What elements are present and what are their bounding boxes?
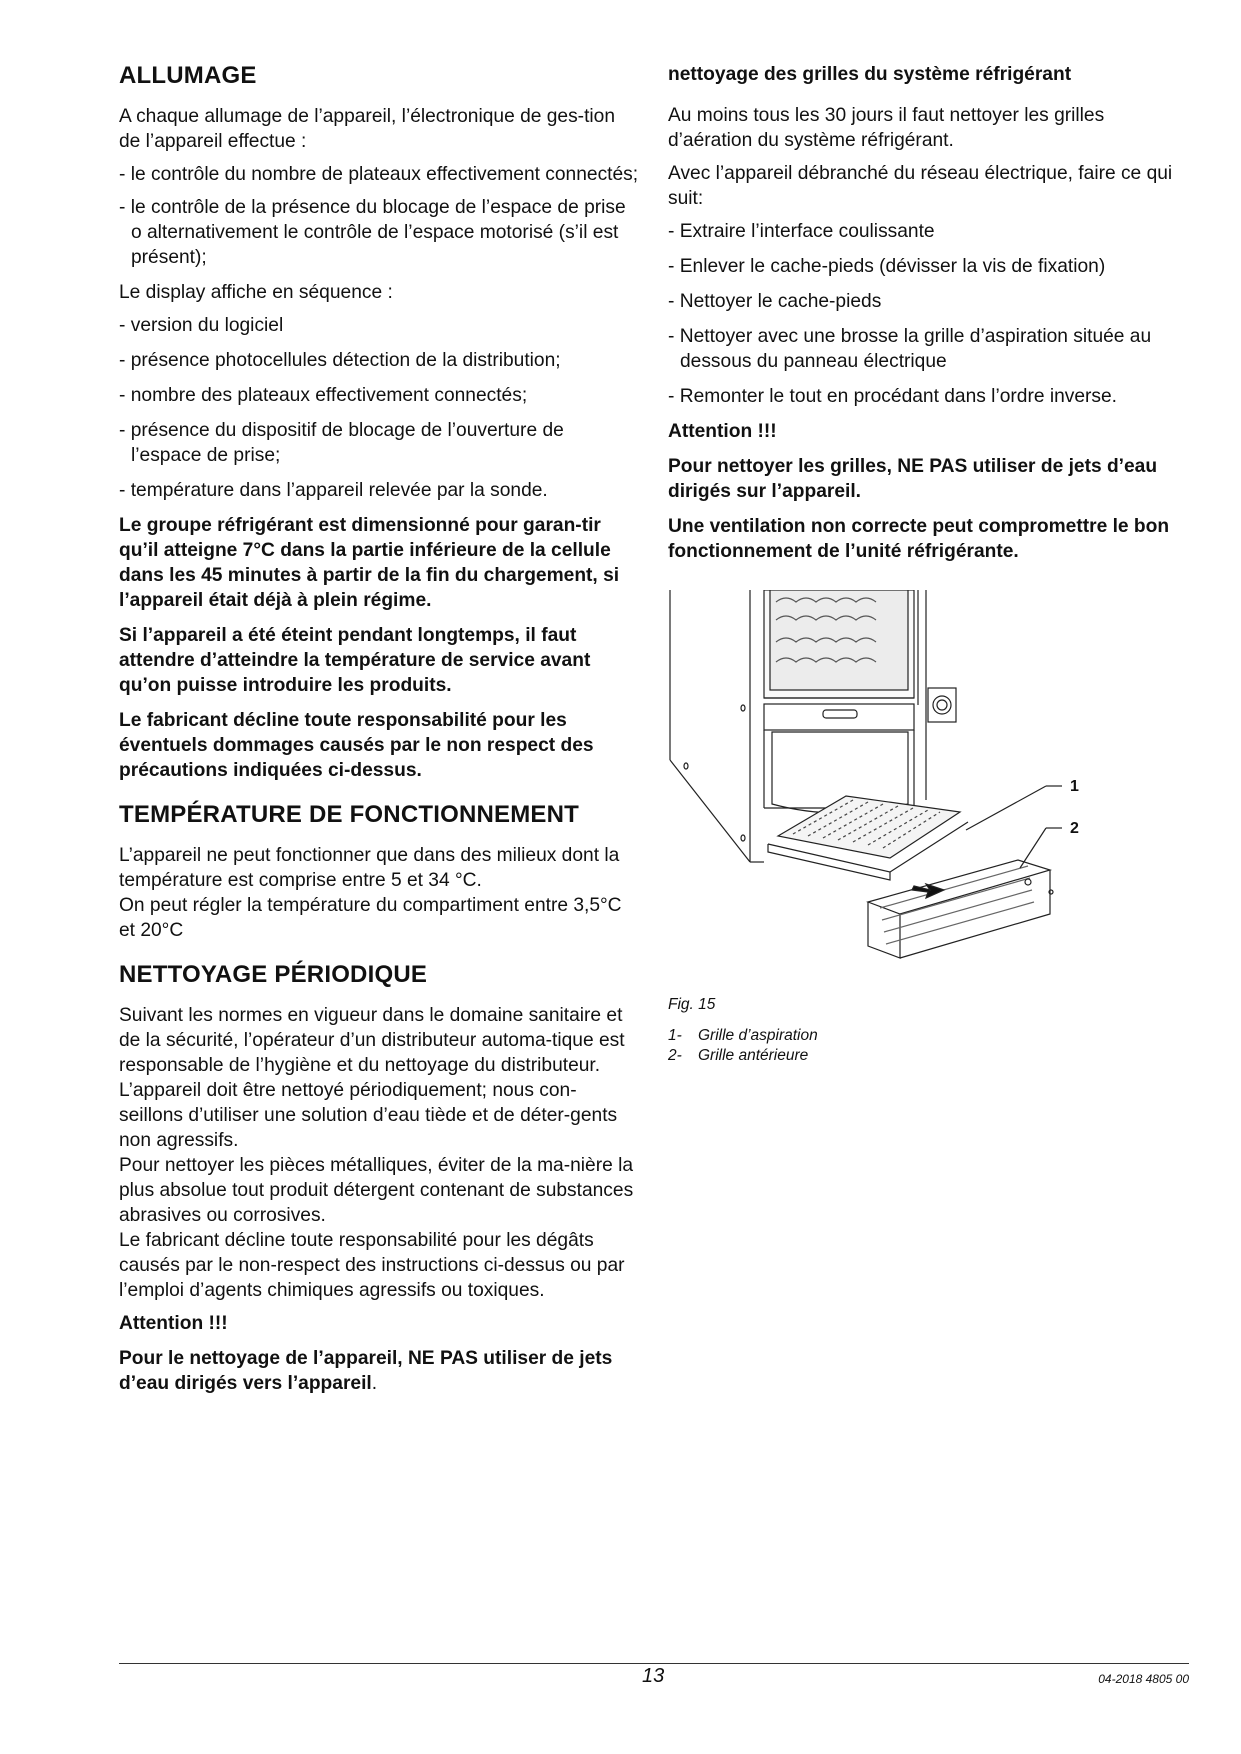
section-title-temperature: TEMPÉRATURE DE FONCTIONNEMENT (119, 801, 580, 828)
temperature-line: L’appareil ne peut fonctionner que dans des milieux dont la température est comprise entre 5 et 34 °C. (119, 845, 620, 891)
legend-text: Grille d’aspiration (698, 1027, 818, 1044)
step-item: - Remonter le tout en procédant dans l’ordre inverse. (668, 386, 1118, 407)
document-code: 04-2018 4805 00 (1098, 1672, 1189, 1686)
legend-text: Grille antérieure (698, 1047, 809, 1064)
display-intro: Le display affiche en séquence : (119, 282, 393, 303)
coin-panel (928, 688, 956, 722)
bold-paragraph: Si l’appareil a été éteint pendant longtemps, il faut attendre d’atteindre la température de service avant qu’on puisse introduire les produits. (119, 625, 591, 696)
figure-legend (668, 1026, 818, 1066)
direction-arrow (912, 884, 944, 898)
check-item: - le contrôle du nombre de plateaux effectivement connectés; (119, 164, 639, 185)
callout-label: 2 (1070, 820, 1079, 837)
temperature-line: On peut régler la température du compartiment entre 3,5°C et 20°C (119, 895, 622, 941)
warning-bold: Pour nettoyer les grilles, NE PAS utiliser de jets d’eau dirigés sur l’appareil. (668, 456, 1158, 502)
figure-caption: Fig. 15 (668, 996, 716, 1013)
bold-paragraph: Le fabricant décline toute responsabilité pour les éventuels dommages causés par le non respect des précautions indiquées ci-dessus. (119, 710, 594, 781)
warning-bold: Pour le nettoyage de l’appareil, NE PAS utiliser de jets d’eau dirigés vers l’appareil (119, 1348, 613, 1394)
nettoyage-line: Suivant les normes en vigueur dans le domaine sanitaire et de la sécurité, l’opérateur d’un distributeur automa-tique est responsable de l’hygiène et du nettoyage du distributeur. (119, 1005, 625, 1076)
step-item: - Nettoyer avec une brosse la grille d’aspiration située au dessous du panneau électrique (668, 326, 1152, 372)
attention-label: Attention !!! (119, 1313, 228, 1334)
right-column (668, 62, 1188, 574)
step-item: - Extraire l’interface coulissante (668, 221, 935, 242)
step-item: - Enlever le cache-pieds (dévisser la vis de fixation) (668, 256, 1106, 277)
allumage-intro: A chaque allumage de l’appareil, l’électronique de ges-tion de l’appareil effectue : (119, 106, 616, 152)
vending-machine-illustration (668, 590, 1100, 970)
section-title-nettoyage: NETTOYAGE PÉRIODIQUE (119, 961, 428, 988)
attention-label: Attention !!! (668, 421, 777, 442)
check-item: - le contrôle de la présence du blocage de l’espace de prise o alternativement le contrôle de l’espace motorisé (s’il est présent); (119, 197, 626, 268)
section-title-allumage: ALLUMAGE (119, 62, 257, 89)
right-paragraph: Au moins tous les 30 jours il faut nettoyer les grilles d’aération du système réfrigérant. (668, 105, 1105, 151)
step-item: - Nettoyer le cache-pieds (668, 291, 882, 312)
warning-end: . (371, 1373, 378, 1394)
window-frame (764, 590, 914, 698)
delivery-flap (764, 704, 914, 813)
callout-leaders (966, 786, 1062, 868)
legend-item (668, 1046, 818, 1066)
legend-number: 2- (668, 1047, 682, 1064)
warning-bold: Une ventilation non correcte peut compromettre le bon fonctionnement de l’unité réfrigérante. (668, 516, 1170, 562)
right-paragraph: Avec l’appareil débranché du réseau électrique, faire ce qui suit: (668, 163, 1173, 209)
left-column (119, 62, 639, 1404)
temperature-text (119, 843, 639, 943)
footer-divider (119, 1663, 1189, 1664)
legend-number: 1- (668, 1027, 682, 1044)
nettoyage-line: L’appareil doit être nettoyé périodiquement; nous con-seillons d’utiliser une solution d’eau tiède et de déter-gents non agressifs. (119, 1080, 618, 1151)
subsection-title: nettoyage des grilles du système réfrigérant (668, 64, 1072, 85)
nettoyage-line: Pour nettoyer les pièces métalliques, éviter de la ma-nière la plus absolue tout produit détergent contenant de substances abrasives ou corrosives. (119, 1155, 634, 1226)
nettoyage-text (119, 1003, 639, 1303)
nettoyage-line: Le fabricant décline toute responsabilité pour les dégâts causés par le non-respect des instructions ci-dessus ou par l’emploi d’agents chimiques agressifs ou toxiques. (119, 1230, 625, 1301)
display-item: - nombre des plateaux effectivement connectés; (119, 385, 528, 406)
display-item: - température dans l’appareil relevée par la sonde. (119, 480, 548, 501)
nettoyage-warning (119, 1346, 639, 1396)
display-item: - présence du dispositif de blocage de l’ouverture de l’espace de prise; (119, 420, 564, 466)
page-number: 13 (642, 1665, 665, 1687)
front-grille (868, 860, 1053, 958)
legend-item (668, 1026, 818, 1046)
bold-paragraph: Le groupe réfrigérant est dimensionné pour garan-tir qu’il atteigne 7°C dans la partie inférieure de la cellule dans les 45 minutes à partir de la fin du chargement, si l’appareil était déjà à plein régime. (119, 515, 620, 611)
display-item: - présence photocellules détection de la distribution; (119, 350, 561, 371)
display-item: - version du logiciel (119, 315, 284, 336)
callout-label: 1 (1070, 778, 1079, 795)
